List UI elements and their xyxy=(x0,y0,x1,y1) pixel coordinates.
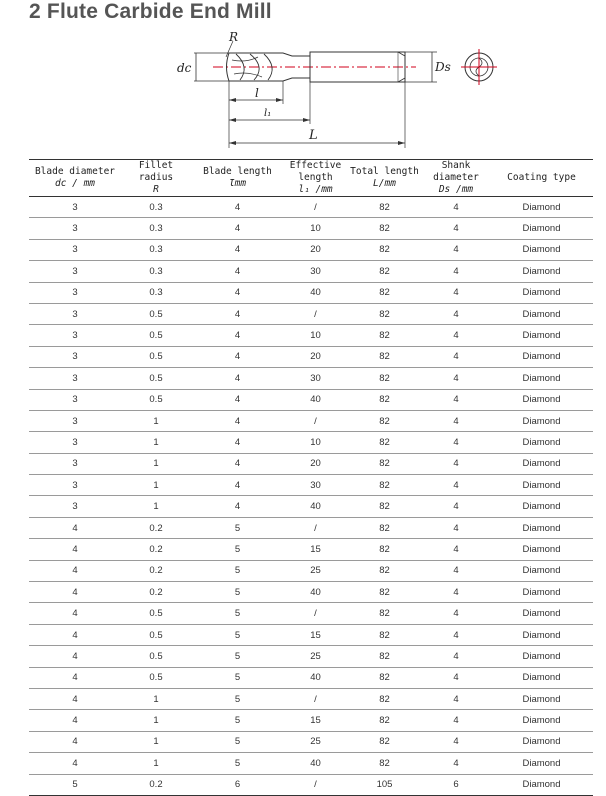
table-cell: Diamond xyxy=(490,667,593,688)
table-cell: 82 xyxy=(347,389,422,410)
l1-label: l₁ xyxy=(264,108,272,119)
table-cell: / xyxy=(284,410,347,431)
table-cell: 3 xyxy=(29,303,121,324)
table-cell: 82 xyxy=(347,218,422,239)
table-cell: Diamond xyxy=(490,261,593,282)
table-cell: 1 xyxy=(121,475,191,496)
column-header-label: Fillet radius xyxy=(138,160,174,183)
table-cell: 0.5 xyxy=(121,303,191,324)
table-row xyxy=(29,218,593,239)
table-row xyxy=(29,453,593,474)
table-cell: 1 xyxy=(121,410,191,431)
table-row xyxy=(29,646,593,667)
table-cell: Diamond xyxy=(490,517,593,538)
table-cell: 4 xyxy=(422,667,490,688)
table-cell: 4 xyxy=(29,603,121,624)
table-cell: 3 xyxy=(29,197,121,218)
table-cell: 4 xyxy=(422,731,490,752)
page-title: 2 Flute Carbide End Mill xyxy=(29,0,272,23)
table-cell: 4 xyxy=(422,753,490,774)
table-cell: 0.3 xyxy=(121,239,191,260)
table-cell: 40 xyxy=(284,582,347,603)
table-cell: 3 xyxy=(29,325,121,346)
table-cell: 82 xyxy=(347,646,422,667)
table-cell: 4 xyxy=(422,368,490,389)
table-cell: 0.3 xyxy=(121,197,191,218)
table-cell: 1 xyxy=(121,688,191,709)
table-cell: / xyxy=(284,197,347,218)
table-row xyxy=(29,389,593,410)
table-cell: 3 xyxy=(29,368,121,389)
table-cell: 15 xyxy=(284,624,347,645)
table-cell: 5 xyxy=(191,603,284,624)
table-cell: 4 xyxy=(422,539,490,560)
table-cell: 3 xyxy=(29,239,121,260)
table-cell: 4 xyxy=(422,475,490,496)
table-cell: 4 xyxy=(191,389,284,410)
table-cell: 82 xyxy=(347,303,422,324)
table-cell: 40 xyxy=(284,753,347,774)
table-cell: 30 xyxy=(284,261,347,282)
table-cell: 1 xyxy=(121,496,191,517)
table-cell: 4 xyxy=(191,325,284,346)
table-cell: 3 xyxy=(29,496,121,517)
table-cell: 6 xyxy=(422,774,490,795)
table-cell: Diamond xyxy=(490,731,593,752)
table-cell: 5 xyxy=(191,646,284,667)
table-cell: 4 xyxy=(191,432,284,453)
table-cell: 4 xyxy=(422,603,490,624)
column-header xyxy=(191,160,284,197)
table-cell: 1 xyxy=(121,753,191,774)
table-cell: 10 xyxy=(284,432,347,453)
table-cell: 15 xyxy=(284,539,347,560)
table-cell: Diamond xyxy=(490,753,593,774)
table-cell: 3 xyxy=(29,453,121,474)
table-cell: 5 xyxy=(191,560,284,581)
table-cell: 0.2 xyxy=(121,582,191,603)
table-cell: 0.5 xyxy=(121,624,191,645)
column-header-unit: L/mm xyxy=(373,178,396,189)
table-cell: 4 xyxy=(191,261,284,282)
table-cell: 4 xyxy=(422,582,490,603)
table-cell: Diamond xyxy=(490,475,593,496)
table-cell: 82 xyxy=(347,346,422,367)
table-cell: 40 xyxy=(284,389,347,410)
table-cell: 4 xyxy=(29,753,121,774)
table-cell: 5 xyxy=(191,688,284,709)
table-cell: 4 xyxy=(191,453,284,474)
table-cell: 82 xyxy=(347,710,422,731)
table-row xyxy=(29,753,593,774)
table-row xyxy=(29,496,593,517)
table-cell: 4 xyxy=(29,560,121,581)
table-row xyxy=(29,368,593,389)
table-row xyxy=(29,475,593,496)
table-cell: 0.5 xyxy=(121,389,191,410)
table-cell: 82 xyxy=(347,688,422,709)
shank-chamfer xyxy=(398,52,405,56)
table-cell: Diamond xyxy=(490,582,593,603)
table-cell: 4 xyxy=(422,325,490,346)
table-row xyxy=(29,346,593,367)
table-cell: 0.5 xyxy=(121,646,191,667)
table-cell: Diamond xyxy=(490,410,593,431)
table-cell: Diamond xyxy=(490,774,593,795)
table-cell: 4 xyxy=(191,496,284,517)
table-cell: 4 xyxy=(29,582,121,603)
table-cell: 4 xyxy=(191,410,284,431)
table-cell: 82 xyxy=(347,453,422,474)
table-cell: 4 xyxy=(29,539,121,560)
table-header-row xyxy=(29,160,593,197)
column-header xyxy=(121,160,191,197)
table-cell: 4 xyxy=(422,239,490,260)
table-cell: 82 xyxy=(347,539,422,560)
table-row xyxy=(29,688,593,709)
table-cell: 4 xyxy=(29,646,121,667)
table-cell: Diamond xyxy=(490,218,593,239)
table-cell: 4 xyxy=(422,282,490,303)
L-label: L xyxy=(309,128,318,143)
table-cell: 4 xyxy=(191,282,284,303)
column-header-unit: Ɩmm xyxy=(228,178,247,189)
table-cell: 82 xyxy=(347,517,422,538)
table-cell: 5 xyxy=(191,753,284,774)
column-header-unit: R xyxy=(153,184,159,195)
table-row xyxy=(29,539,593,560)
table-cell: 1 xyxy=(121,453,191,474)
table-cell: 5 xyxy=(191,624,284,645)
table-cell: 82 xyxy=(347,261,422,282)
table-cell: 4 xyxy=(191,218,284,239)
table-cell: Diamond xyxy=(490,346,593,367)
table-cell: Diamond xyxy=(490,197,593,218)
table-cell: Diamond xyxy=(490,389,593,410)
table-cell: 1 xyxy=(121,731,191,752)
table-cell: 4 xyxy=(422,646,490,667)
table-cell: 4 xyxy=(422,218,490,239)
table-cell: 5 xyxy=(191,667,284,688)
table-cell: 4 xyxy=(422,496,490,517)
table-cell: Diamond xyxy=(490,603,593,624)
table-cell: 4 xyxy=(191,346,284,367)
table-cell: Diamond xyxy=(490,303,593,324)
column-header-unit: Ds /mm xyxy=(438,184,474,195)
table-cell: 4 xyxy=(191,475,284,496)
table-cell: 4 xyxy=(422,197,490,218)
table-cell: Diamond xyxy=(490,688,593,709)
column-header-label: Blade length xyxy=(203,166,272,177)
table-cell: 3 xyxy=(29,261,121,282)
table-row xyxy=(29,432,593,453)
table-cell: / xyxy=(284,774,347,795)
column-header xyxy=(284,160,347,197)
table-cell: 4 xyxy=(422,517,490,538)
table-row xyxy=(29,560,593,581)
table-row xyxy=(29,774,593,795)
table-cell: 82 xyxy=(347,753,422,774)
table-cell: 4 xyxy=(422,389,490,410)
table-cell: 1 xyxy=(121,710,191,731)
table-cell: 0.5 xyxy=(121,346,191,367)
table-cell: Diamond xyxy=(490,496,593,517)
table-cell: 5 xyxy=(29,774,121,795)
table-cell: 40 xyxy=(284,667,347,688)
table-cell: 0.3 xyxy=(121,282,191,303)
end-mill-diagram xyxy=(0,0,606,158)
table-cell: 0.2 xyxy=(121,560,191,581)
table-cell: / xyxy=(284,603,347,624)
table-cell: 4 xyxy=(422,624,490,645)
table-cell: 0.2 xyxy=(121,539,191,560)
table-cell: 4 xyxy=(422,432,490,453)
table-cell: 82 xyxy=(347,603,422,624)
table-cell: 4 xyxy=(422,710,490,731)
table-cell: 4 xyxy=(422,688,490,709)
table-cell: 4 xyxy=(29,731,121,752)
table-cell: 5 xyxy=(191,517,284,538)
table-row xyxy=(29,667,593,688)
table-cell: 4 xyxy=(29,667,121,688)
table-cell: 82 xyxy=(347,624,422,645)
table-cell: 4 xyxy=(191,303,284,324)
table-cell: 4 xyxy=(191,239,284,260)
column-header xyxy=(490,160,593,197)
table-cell: 82 xyxy=(347,432,422,453)
table-cell: 25 xyxy=(284,646,347,667)
l-label: l xyxy=(255,86,259,100)
table-cell: 6 xyxy=(191,774,284,795)
table-cell: 82 xyxy=(347,368,422,389)
table-row xyxy=(29,197,593,218)
table-cell: 82 xyxy=(347,475,422,496)
table-row xyxy=(29,582,593,603)
table-cell: 4 xyxy=(29,710,121,731)
table-cell: Diamond xyxy=(490,282,593,303)
table-cell: 82 xyxy=(347,282,422,303)
table-cell: 4 xyxy=(422,410,490,431)
table-cell: Diamond xyxy=(490,432,593,453)
table-cell: 4 xyxy=(29,517,121,538)
table-row xyxy=(29,710,593,731)
table-row xyxy=(29,303,593,324)
table-cell: 1 xyxy=(121,432,191,453)
table-cell: 82 xyxy=(347,410,422,431)
column-header xyxy=(422,160,490,197)
table-cell: 3 xyxy=(29,432,121,453)
table-cell: 30 xyxy=(284,475,347,496)
table-cell: 3 xyxy=(29,346,121,367)
table-cell: 20 xyxy=(284,453,347,474)
table-cell: 0.5 xyxy=(121,325,191,346)
table-cell: / xyxy=(284,303,347,324)
table-cell: 4 xyxy=(422,303,490,324)
table-row xyxy=(29,624,593,645)
table-cell: 40 xyxy=(284,496,347,517)
table-cell: 4 xyxy=(29,624,121,645)
table-cell: 0.5 xyxy=(121,368,191,389)
table-cell: 4 xyxy=(422,453,490,474)
table-cell: 82 xyxy=(347,560,422,581)
table-body xyxy=(29,197,593,796)
table-cell: 82 xyxy=(347,239,422,260)
table-cell: 82 xyxy=(347,731,422,752)
table-cell: 10 xyxy=(284,218,347,239)
table-cell: 0.2 xyxy=(121,774,191,795)
table-cell: Diamond xyxy=(490,539,593,560)
table-cell: 105 xyxy=(347,774,422,795)
end-view-icon xyxy=(461,49,497,85)
table-cell: 20 xyxy=(284,346,347,367)
table-row xyxy=(29,325,593,346)
table-cell: Diamond xyxy=(490,646,593,667)
table-cell: 3 xyxy=(29,282,121,303)
table-cell: 4 xyxy=(29,688,121,709)
table-cell: 3 xyxy=(29,218,121,239)
table-cell: 4 xyxy=(191,368,284,389)
table-row xyxy=(29,239,593,260)
table-cell: 82 xyxy=(347,325,422,346)
table-row xyxy=(29,282,593,303)
table-cell: / xyxy=(284,517,347,538)
table-cell: 5 xyxy=(191,539,284,560)
column-header-label: Coating type xyxy=(507,172,576,183)
table-cell: 20 xyxy=(284,239,347,260)
ds-label: Ds xyxy=(435,60,451,74)
column-header-unit: dc / mm xyxy=(54,178,96,189)
table-cell: Diamond xyxy=(490,710,593,731)
table-cell: 3 xyxy=(29,410,121,431)
column-header-label: Blade diameter xyxy=(34,166,116,177)
column-header-unit: l₁ /mm xyxy=(298,184,333,195)
table-cell: 82 xyxy=(347,582,422,603)
column-header xyxy=(29,160,121,197)
column-header-label: Shank diameter xyxy=(433,160,479,183)
table-cell: 10 xyxy=(284,325,347,346)
column-header-label: Effective length xyxy=(289,160,342,183)
table-cell: 4 xyxy=(422,261,490,282)
table-cell: 3 xyxy=(29,475,121,496)
table-cell: 40 xyxy=(284,282,347,303)
shank-chamfer xyxy=(398,78,405,82)
table-row xyxy=(29,517,593,538)
table-cell: 5 xyxy=(191,582,284,603)
table-row xyxy=(29,410,593,431)
table-cell: 3 xyxy=(29,389,121,410)
table-cell: 82 xyxy=(347,496,422,517)
table-cell: 82 xyxy=(347,667,422,688)
table-cell: Diamond xyxy=(490,325,593,346)
table-cell: 82 xyxy=(347,197,422,218)
table-cell: 4 xyxy=(191,197,284,218)
table-row xyxy=(29,731,593,752)
table-cell: 30 xyxy=(284,368,347,389)
dc-label: dc xyxy=(177,61,192,75)
table-cell: 0.3 xyxy=(121,261,191,282)
table-cell: 25 xyxy=(284,731,347,752)
table-cell: 4 xyxy=(422,346,490,367)
spec-table xyxy=(29,159,593,796)
table-cell: Diamond xyxy=(490,368,593,389)
table-row xyxy=(29,261,593,282)
table-cell: 4 xyxy=(422,560,490,581)
fillet-label: R xyxy=(229,30,239,44)
table-cell: 25 xyxy=(284,560,347,581)
column-header-label: Total length xyxy=(350,166,419,177)
table-cell: Diamond xyxy=(490,453,593,474)
table-cell: 5 xyxy=(191,710,284,731)
table-cell: Diamond xyxy=(490,560,593,581)
table-cell: 0.2 xyxy=(121,517,191,538)
table-cell: / xyxy=(284,688,347,709)
table-cell: 15 xyxy=(284,710,347,731)
column-header xyxy=(347,160,422,197)
table-cell: 0.3 xyxy=(121,218,191,239)
table-cell: Diamond xyxy=(490,239,593,260)
table-cell: 0.5 xyxy=(121,603,191,624)
table-row xyxy=(29,603,593,624)
table-cell: 0.5 xyxy=(121,667,191,688)
table-cell: Diamond xyxy=(490,624,593,645)
table-cell: 5 xyxy=(191,731,284,752)
